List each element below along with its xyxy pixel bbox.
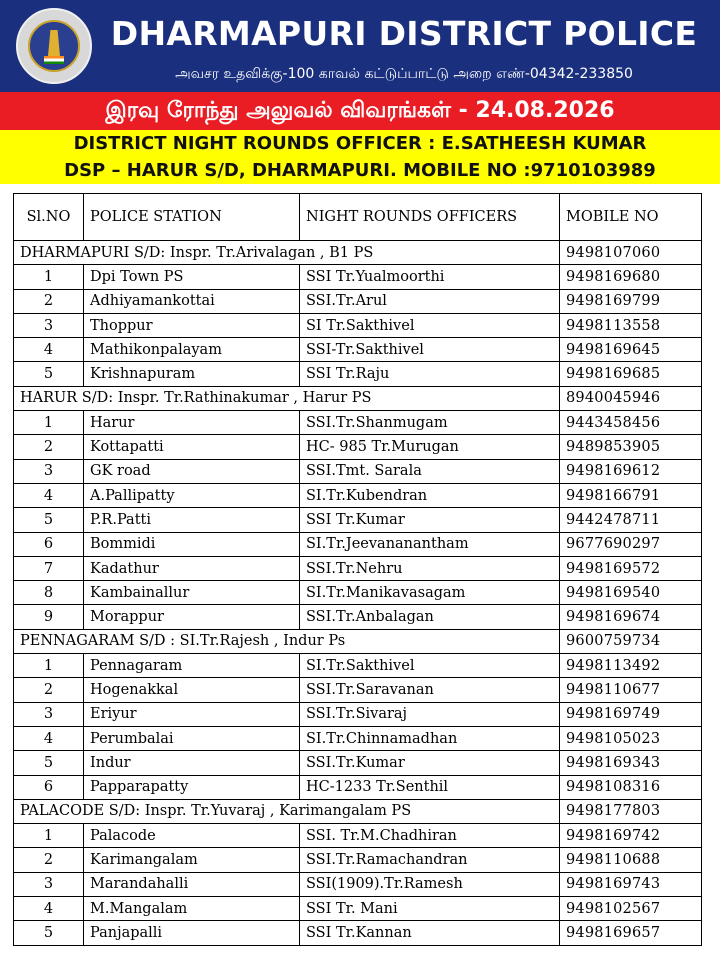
cell-slno: 3: [14, 459, 84, 483]
cell-slno: 1: [14, 265, 84, 289]
cell-station: Adhiyamankottai: [84, 289, 300, 313]
cell-slno: 2: [14, 435, 84, 459]
temple-tower-icon: [48, 30, 60, 56]
night-rounds-table: [13, 193, 702, 946]
page-title: DHARMAPURI DISTRICT POLICE: [110, 14, 698, 53]
cell-mobile: 9498169743: [560, 872, 702, 896]
table-row: [14, 581, 702, 605]
district-officer-banner: [0, 130, 720, 184]
cell-mobile: 9498110688: [560, 848, 702, 872]
header-banner: [0, 0, 720, 92]
cell-mobile: 9498169749: [560, 702, 702, 726]
cell-station: Hogenakkal: [84, 678, 300, 702]
district-officer-contact-line: DSP – HARUR S/D, DHARMAPURI. MOBILE NO :9710103989: [64, 160, 656, 181]
cell-mobile: 9498169680: [560, 265, 702, 289]
cell-slno: 3: [14, 702, 84, 726]
cell-officer: SSI.Tr.Shanmugam: [300, 411, 560, 435]
table-row: [14, 726, 702, 750]
section-mobile: 9498177803: [560, 799, 702, 823]
cell-officer: SSI Tr.Yualmoorthi: [300, 265, 560, 289]
police-emblem-icon: [16, 8, 92, 84]
column-header-mobile: MOBILE NO: [560, 194, 702, 241]
cell-officer: SSI Tr. Mani: [300, 897, 560, 921]
emergency-contact-line: அவசர உதவிக்கு-100 காவல் கட்டுப்பாட்டு அறை எண்-04342-233850: [175, 66, 633, 82]
column-header-officers: NIGHT ROUNDS OFFICERS: [300, 194, 560, 241]
column-header-station: POLICE STATION: [84, 194, 300, 241]
cell-station: Eriyur: [84, 702, 300, 726]
table-row: [14, 411, 702, 435]
cell-slno: 6: [14, 532, 84, 556]
cell-officer: SSI.Tr.Kumar: [300, 751, 560, 775]
cell-station: A.Pallipatty: [84, 483, 300, 507]
cell-station: Thoppur: [84, 313, 300, 337]
cell-slno: 4: [14, 726, 84, 750]
section-mobile: 8940045946: [560, 386, 702, 410]
table-row: [14, 265, 702, 289]
cell-mobile: 9498108316: [560, 775, 702, 799]
table-row: [14, 289, 702, 313]
cell-mobile: 9498169645: [560, 338, 702, 362]
cell-station: Kottapatti: [84, 435, 300, 459]
table-row: [14, 556, 702, 580]
cell-slno: 9: [14, 605, 84, 629]
table-row: [14, 338, 702, 362]
section-header-row: [14, 386, 702, 410]
section-header-row: [14, 241, 702, 265]
cell-mobile: 9442478711: [560, 508, 702, 532]
cell-station: Mathikonpalayam: [84, 338, 300, 362]
cell-mobile: 9498166791: [560, 483, 702, 507]
cell-mobile: 9498169572: [560, 556, 702, 580]
cell-station: Morappur: [84, 605, 300, 629]
cell-slno: 1: [14, 824, 84, 848]
cell-officer: SSI.Tr.Arul: [300, 289, 560, 313]
cell-officer: SI.Tr.Chinnamadhan: [300, 726, 560, 750]
table-body: [14, 241, 702, 946]
cell-station: P.R.Patti: [84, 508, 300, 532]
table-row: [14, 678, 702, 702]
section-title: DHARMAPURI S/D: Inspr. Tr.Arivalagan , B1 PS: [14, 241, 560, 265]
cell-officer: SSI Tr.Kannan: [300, 921, 560, 945]
cell-mobile: 9677690297: [560, 532, 702, 556]
cell-officer: SSI.Tr.Sivaraj: [300, 702, 560, 726]
table-header-row: [14, 194, 702, 241]
cell-officer: SI.Tr.Jeevananantham: [300, 532, 560, 556]
cell-slno: 1: [14, 654, 84, 678]
table-row: [14, 824, 702, 848]
cell-station: Palacode: [84, 824, 300, 848]
cell-station: Pennagaram: [84, 654, 300, 678]
cell-mobile: 9498169674: [560, 605, 702, 629]
cell-mobile: 9498169685: [560, 362, 702, 386]
cell-mobile: 9498113558: [560, 313, 702, 337]
cell-officer: SSI Tr.Raju: [300, 362, 560, 386]
table-row: [14, 848, 702, 872]
table-row: [14, 605, 702, 629]
cell-station: Dpi Town PS: [84, 265, 300, 289]
section-mobile: 9498107060: [560, 241, 702, 265]
cell-mobile: 9498169612: [560, 459, 702, 483]
cell-slno: 6: [14, 775, 84, 799]
table-row: [14, 313, 702, 337]
cell-officer: SSI.Tr.Nehru: [300, 556, 560, 580]
cell-station: GK road: [84, 459, 300, 483]
cell-officer: SSI.Tr.Anbalagan: [300, 605, 560, 629]
cell-mobile: 9498169657: [560, 921, 702, 945]
cell-slno: 2: [14, 678, 84, 702]
table-row: [14, 775, 702, 799]
table-row: [14, 435, 702, 459]
cell-station: Bommidi: [84, 532, 300, 556]
table-row: [14, 751, 702, 775]
cell-officer: SI.Tr.Kubendran: [300, 483, 560, 507]
table-row: [14, 702, 702, 726]
cell-officer: SI.Tr.Sakthivel: [300, 654, 560, 678]
cell-station: Harur: [84, 411, 300, 435]
cell-slno: 4: [14, 483, 84, 507]
cell-mobile: 9443458456: [560, 411, 702, 435]
cell-officer: SSI.Tr.Saravanan: [300, 678, 560, 702]
cell-slno: 3: [14, 313, 84, 337]
cell-slno: 8: [14, 581, 84, 605]
cell-officer: SSI.Tr.Ramachandran: [300, 848, 560, 872]
cell-slno: 2: [14, 848, 84, 872]
section-mobile: 9600759734: [560, 629, 702, 653]
cell-officer: SI Tr.Sakthivel: [300, 313, 560, 337]
cell-mobile: 9498169540: [560, 581, 702, 605]
cell-officer: SSI-Tr.Sakthivel: [300, 338, 560, 362]
cell-officer: SSI(1909).Tr.Ramesh: [300, 872, 560, 896]
cell-slno: 1: [14, 411, 84, 435]
cell-mobile: 9498110677: [560, 678, 702, 702]
section-title: HARUR S/D: Inspr. Tr.Rathinakumar , Harur PS: [14, 386, 560, 410]
district-officer-line: DISTRICT NIGHT ROUNDS OFFICER : E.SATHEESH KUMAR: [73, 133, 647, 154]
cell-station: Karimangalam: [84, 848, 300, 872]
cell-station: Krishnapuram: [84, 362, 300, 386]
table-row: [14, 872, 702, 896]
flag-icon: [44, 56, 64, 64]
cell-station: Marandahalli: [84, 872, 300, 896]
table-row: [14, 532, 702, 556]
table-row: [14, 459, 702, 483]
cell-slno: 5: [14, 921, 84, 945]
cell-slno: 4: [14, 338, 84, 362]
section-title: PENNAGARAM S/D : SI.Tr.Rajesh , Indur Ps: [14, 629, 560, 653]
cell-slno: 7: [14, 556, 84, 580]
cell-station: Panjapalli: [84, 921, 300, 945]
cell-officer: SSI.Tmt. Sarala: [300, 459, 560, 483]
cell-mobile: 9489853905: [560, 435, 702, 459]
cell-station: Indur: [84, 751, 300, 775]
cell-station: Kambainallur: [84, 581, 300, 605]
night-rounds-table-wrapper: [13, 193, 701, 946]
cell-officer: SSI Tr.Kumar: [300, 508, 560, 532]
cell-slno: 4: [14, 897, 84, 921]
cell-officer: HC-1233 Tr.Senthil: [300, 775, 560, 799]
section-header-row: [14, 629, 702, 653]
cell-slno: 5: [14, 362, 84, 386]
cell-mobile: 9498113492: [560, 654, 702, 678]
cell-slno: 5: [14, 508, 84, 532]
cell-officer: SSI. Tr.M.Chadhiran: [300, 824, 560, 848]
cell-mobile: 9498169799: [560, 289, 702, 313]
cell-mobile: 9498169742: [560, 824, 702, 848]
table-row: [14, 508, 702, 532]
cell-slno: 5: [14, 751, 84, 775]
table-row: [14, 897, 702, 921]
cell-slno: 3: [14, 872, 84, 896]
cell-station: Papparapatty: [84, 775, 300, 799]
emblem-core: [28, 20, 80, 72]
section-header-row: [14, 799, 702, 823]
column-header-slno: Sl.NO: [14, 194, 84, 241]
tamil-title-banner: இரவு ரோந்து அலுவல் விவரங்கள் - 24.08.2026: [0, 92, 720, 130]
cell-station: M.Mangalam: [84, 897, 300, 921]
cell-slno: 2: [14, 289, 84, 313]
table-row: [14, 483, 702, 507]
cell-station: Perumbalai: [84, 726, 300, 750]
table-row: [14, 654, 702, 678]
section-title: PALACODE S/D: Inspr. Tr.Yuvaraj , Karimangalam PS: [14, 799, 560, 823]
cell-mobile: 9498169343: [560, 751, 702, 775]
cell-station: Kadathur: [84, 556, 300, 580]
cell-mobile: 9498102567: [560, 897, 702, 921]
cell-officer: SI.Tr.Manikavasagam: [300, 581, 560, 605]
cell-mobile: 9498105023: [560, 726, 702, 750]
cell-officer: HC- 985 Tr.Murugan: [300, 435, 560, 459]
table-row: [14, 921, 702, 945]
table-row: [14, 362, 702, 386]
